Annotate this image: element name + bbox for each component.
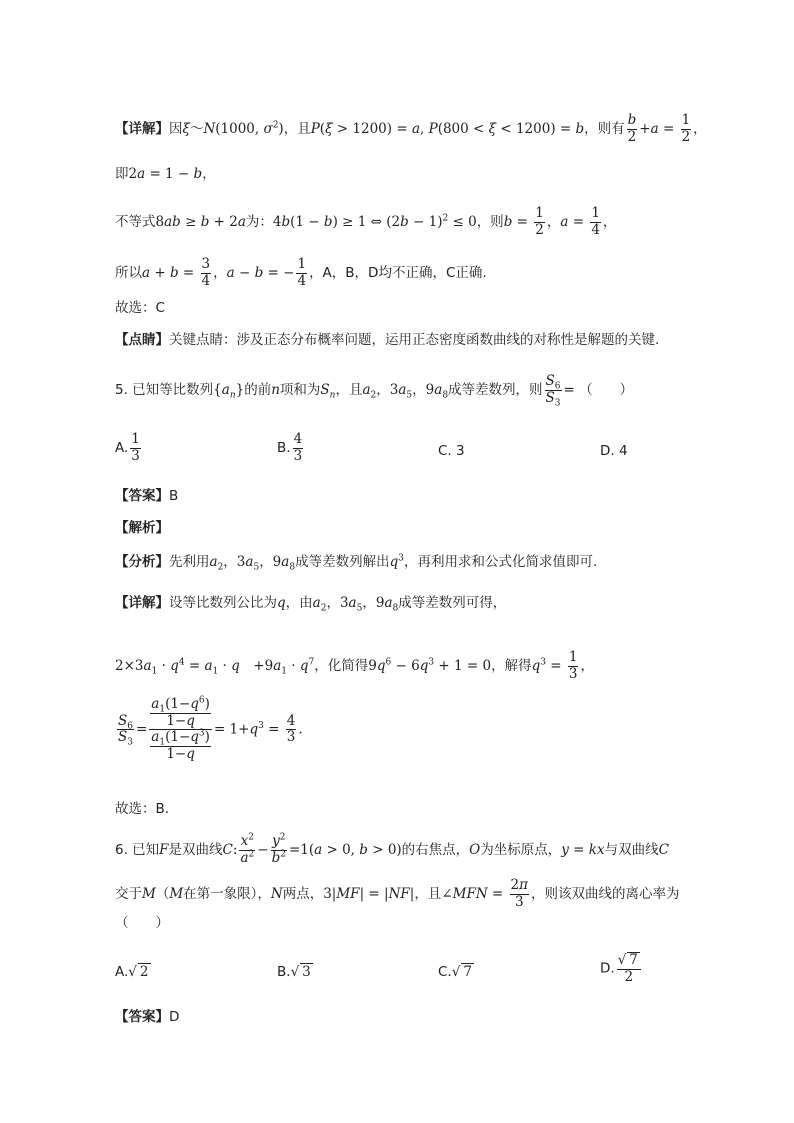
q5-option-c[interactable]: C. 3 <box>438 443 465 459</box>
q6-option-a[interactable]: A.√ 2 <box>115 964 149 980</box>
answer-tag: 【答案】 <box>115 488 169 504</box>
q6-option-d[interactable]: D. $\frac{√ 7}{2}$ <box>600 952 643 985</box>
p4-note: 【点睛】关键点睛：涉及正态分布概率问题，运用正态密度函数曲线的对称性是解题的关键. <box>115 332 660 348</box>
q5-equation-2: $\frac{S_6}{S_3}$ = $\frac{\frac{a_1(1-q^6)}{1-q}}{\frac{a_1(1-q^3)}{1-q}}$ = $1+q^3$ = $\frac{4}{3}$ . <box>118 695 303 762</box>
p4-line2: 即2a = 1 − b， <box>115 166 216 182</box>
q6-stem-line2: 交于M（M在第一象限），N两点，3|MF| = |NF|，且∠MFN = $\frac{2\pi}{3}$ ，则该双曲线的离心率为 <box>115 877 680 910</box>
q6-answer: 【答案】D <box>115 1009 180 1025</box>
q6-option-b[interactable]: B.√ 3 <box>277 964 311 980</box>
q5-choice: 故选：B. <box>115 801 170 817</box>
q6-option-c[interactable]: C.√ 7 <box>438 964 472 980</box>
p4-detail-line: 【详解】因ξ～N(1000, $\sigma^2$)，且P(ξ > 1200) = a, P(800 < ξ < 1200) = b，则有 $\frac{b}{2}$ +a = $\frac{1}{2}$ ， <box>115 112 707 145</box>
q6-stem-line1: 6. 已知F是双曲线C: $\frac{x^2}{a^2}$ − $\frac{y^2}{b^2}$ =1(a > 0, b > 0)的右焦点，O为坐标原点，y = kx与双曲线C <box>115 832 669 866</box>
q5-fenxi: 【分析】先利用$a_2$，$3a_5$，$9a_8$成等差数列解出$q^3$，再利用求和公式化简求值即可. <box>115 553 598 573</box>
q5-option-b[interactable]: B. $\frac{4}{3}$ <box>277 431 303 464</box>
point-tag: 【点睛】 <box>115 332 169 348</box>
p4-line4: 所以a + b = $\frac{3}{4}$ ，a − b = − $\frac{1}{4}$ ，A，B，D均不正确，C正确. <box>115 256 487 289</box>
q5-stem: 5. 已知等比数列$\{a_n\}$的前n项和为$S_n$，且$a_2$，$3a_5$，$9a_8$成等差数列，则 $\frac{S_6}{S_3}$ = （ ） <box>115 373 634 409</box>
q5-detail: 【详解】设等比数列公比为q，由$a_2$，$3a_5$，$9a_8$成等差数列可得， <box>115 595 507 614</box>
q5-answer: 【答案】B <box>115 488 179 504</box>
q5-option-d[interactable]: D. 4 <box>600 443 628 459</box>
q5-equation-1: $2\times 3a_1 \cdot q^4 = a_1 \cdot q$ $+9a_1 \cdot q^7$，化简得$9q^6 - 6q^3 + 1 = 0$，解得$q^3$ = $\frac{1}{3}$ ， <box>115 649 594 682</box>
detail-tag: 【详解】 <box>115 121 169 138</box>
q5-analysis-tag: 【解析】 <box>115 520 169 536</box>
p4-choice: 故选：C <box>115 300 165 316</box>
p4-line3: 不等式8ab ≥ b + 2a为：4b(1 − b) ≥ 1 ⇔ $(2b - 1)^2 \le 0$，则b = $\frac{1}{2}$ ，a = $\frac{1}{4}$ ， <box>115 205 617 238</box>
q5-option-a[interactable]: A. $\frac{1}{3}$ <box>115 431 140 464</box>
q6-stem-line3: （ ） <box>115 915 169 931</box>
